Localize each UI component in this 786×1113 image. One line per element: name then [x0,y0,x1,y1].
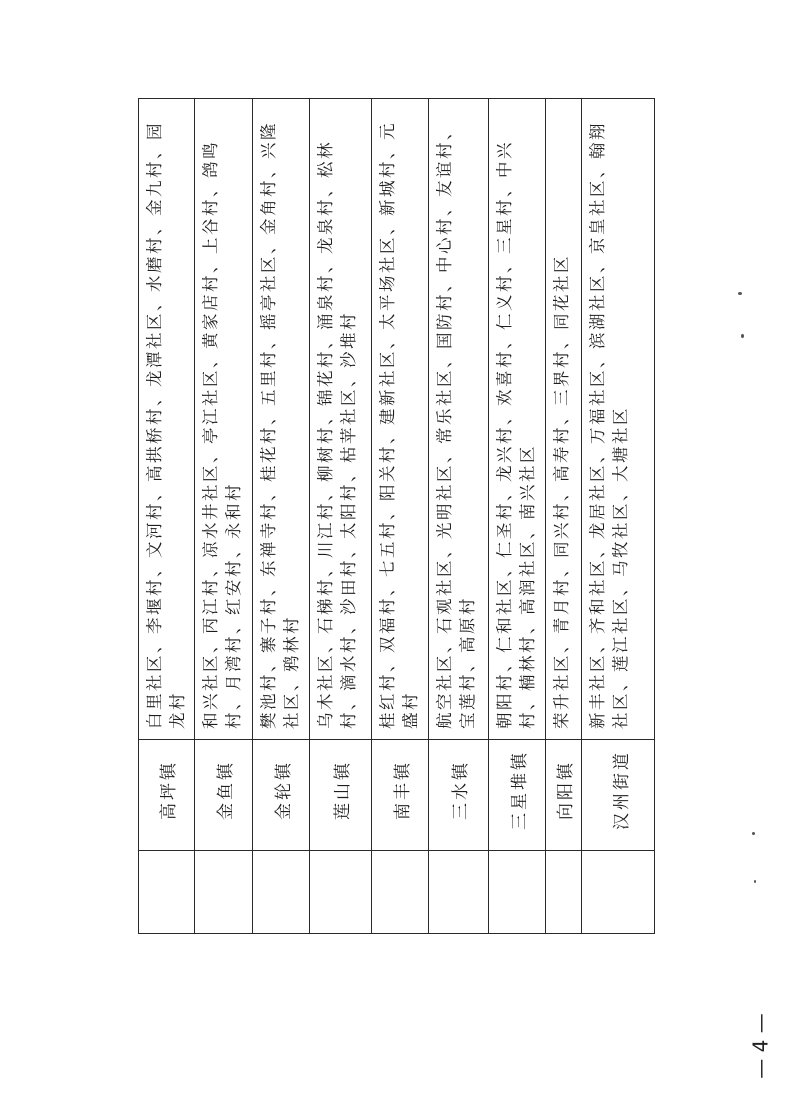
area-list: 樊池村、寨子村、东禅寺村、桂花村、五里村、摇亭社区、金角村、兴隆社区、鸦林村 [259,121,301,729]
town-name: 向阳镇 [546,739,581,850]
rotated-table [138,98,655,934]
table-row [139,99,195,934]
area-list: 朝阳村、仁和社区、仁圣村、龙兴村、欢喜村、仁义村、三星村、中兴村、楠林村、高润社区、南兴社区 [495,140,537,729]
area-list: 航空社区、石观社区、光明社区、常乐社区、国防村、中心村、友谊村、宝莲村、高原村 [435,121,477,729]
empty-cell [489,850,545,934]
table-row [429,99,489,934]
table-row [582,99,655,934]
empty-cell [546,850,581,934]
area-list: 新丰社区、齐和社区、龙居社区、万福社区、滨湖社区、京皇社区、翰翔社区、莲江社区、马牧社区、大塘社区 [588,121,630,729]
town-name: 莲山镇 [310,739,371,850]
area-list: 白里社区、李堰村、文河村、高拱桥村、龙潭社区、水磨村、金九村、园龙村 [145,121,187,729]
area-list: 和兴社区、丙江村、凉水井社区、亭江社区、黄家店村、上谷村、鸽鸣村、月湾村、红安村、永和村 [201,140,243,729]
town-name: 南丰镇 [372,739,428,850]
scan-speck [754,880,756,883]
area-list: 荣升社区、青月村、同兴村、高寿村、三界村、同花社区 [552,254,571,729]
town-name: 三星堆镇 [489,739,545,850]
empty-cell [139,850,194,934]
scan-speck [738,292,742,295]
scan-speck [752,832,755,835]
area-list: 乌木社区、石梯村、川江村、柳树村、锦花村、涌泉村、龙泉村、松林村、滴水村、沙田村、太阳村、枯苹社区、沙堆村 [316,140,358,729]
empty-cell [310,850,371,934]
empty-cell [195,850,252,934]
town-name: 三水镇 [429,739,488,850]
area-list: 桂红村、双福村、七五村、阳关村、建新社区、太平场社区、新城村、元盛村 [378,121,420,729]
town-name: 金轮镇 [253,739,309,850]
table-row [195,99,253,934]
town-name: 汉州街道 [582,739,655,850]
empty-cell [253,850,309,934]
town-name: 金鱼镇 [195,739,252,850]
empty-cell [372,850,428,934]
empty-cell [582,850,655,934]
table-body [139,99,655,934]
scan-speck [741,334,744,338]
table-row [372,99,429,934]
town-name: 高坪镇 [139,739,194,850]
page-number: — 4 — [748,1013,773,1079]
table-row [489,99,546,934]
table-row [253,99,310,934]
table-row [546,99,582,934]
table-row [310,99,372,934]
empty-cell [429,850,488,934]
